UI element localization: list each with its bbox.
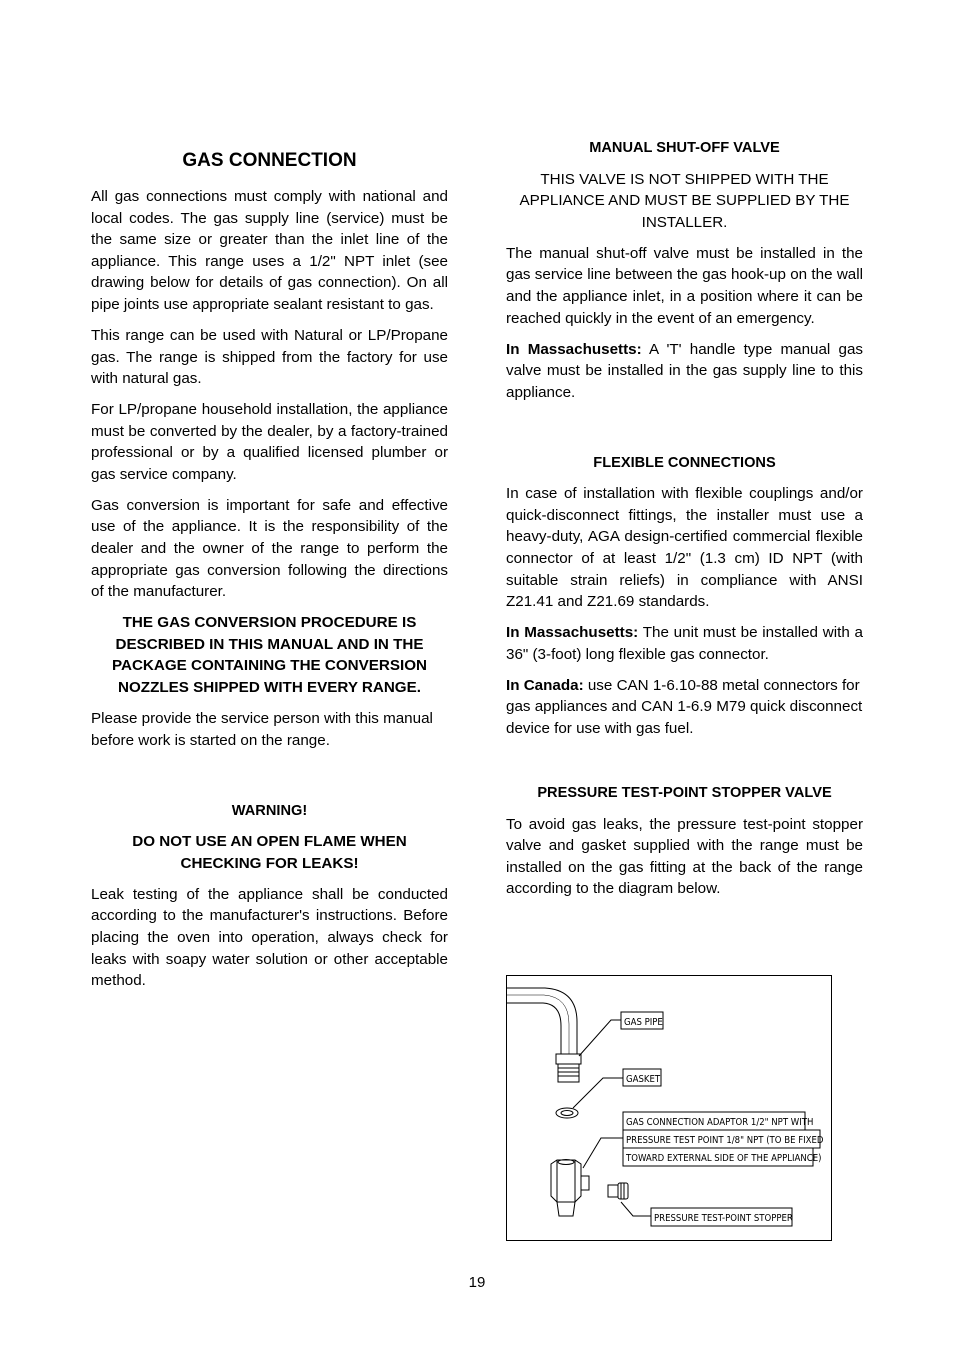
adaptor-body <box>551 1160 581 1202</box>
right-column <box>506 138 863 909</box>
section-title-manual-shutoff-valve: MANUAL SHUT-OFF VALVE <box>589 140 780 156</box>
paragraph: The manual shut-off valve must be installed in the gas service line between the gas hook-up on the wall and the appliance inlet, in a position where it can be reached quickly in the event of an emergency. <box>506 244 863 327</box>
label-gasket: GASKET <box>626 1074 661 1085</box>
paragraph: For LP/propane household installation, the appliance must be converted by the dealer, by a factory-trained professional or by a qualified licensed plumber or gas service company. <box>91 401 448 483</box>
canada-flex-note <box>506 675 863 740</box>
massachusetts-flex-note <box>506 622 863 665</box>
paragraph: To avoid gas leaks, the pressure test-point stopper valve and gasket supplied with the range must be installed on the gas fitting at the back of the range according to the diagram below. <box>506 815 863 898</box>
leader-adaptor <box>583 1138 623 1168</box>
left-column <box>91 148 448 1001</box>
paragraph: All gas connections must comply with national and local codes. The gas supply line (service) must be the same size or greater than the inlet line of the appliance. This range uses a 1/2" NPT inlet (see drawing below for details of gas connection). On all pipe joints use appropriate sealant resistant to gas. <box>91 188 448 313</box>
leader-gasket <box>573 1078 623 1108</box>
note-text: The unit must be installed with a 36" (3-foot) long flexible gas connector. <box>506 624 864 663</box>
leader-gas-pipe <box>579 1020 621 1056</box>
page-number: 19 <box>468 1274 486 1291</box>
gas-connection-diagram <box>506 975 832 1241</box>
note-label: In Massachusetts: <box>506 624 639 642</box>
label-adaptor-line-1: GAS CONNECTION ADAPTOR 1/2" NPT WITH <box>626 1117 814 1128</box>
diagram-drawing <box>507 976 831 1240</box>
paragraph: This range can be used with Natural or LP/Propane gas. The range is shipped from the factory for use with natural gas. <box>91 326 448 388</box>
warning-title: WARNING! <box>231 802 308 819</box>
paragraph: In case of installation with flexible couplings and/or quick-disconnect fittings, the installer must use a heavy-duty, AGA design-certified commercial flexible connector of at least 1/2" (1.3 cm) ID NPT (with suitable strain reliefs) in compliance with ANSI Z21.41 and Z21.69 standards. <box>506 485 863 611</box>
section-title-pressure-test-point: PRESSURE TEST-POINT STOPPER VALVE <box>537 785 832 801</box>
paragraph: Gas conversion is important for safe and effective use of the appliance. It is the responsibility of the dealer and the owner of the range to perform the appropriate gas conversion following the directions of the manufacturer. <box>91 496 448 601</box>
leader-stopper <box>621 1202 651 1216</box>
note-label: In Canada: <box>506 676 584 694</box>
label-stopper: PRESSURE TEST-POINT STOPPER <box>654 1213 793 1224</box>
note-label: In Massachusetts: <box>506 340 642 358</box>
gas-pipe-outer <box>507 988 577 1054</box>
conversion-notice: THE GAS CONVERSION PROCEDURE IS DESCRIBED IN THIS MANUAL AND IN THE PACKAGE CONTAINING THE CONVERSION NOZZLES SHIPPED WITH EVERY RANGE. <box>111 614 427 697</box>
note-text: A 'T' handle type manual gas valve must be installed in the gas supply line to this appliance. <box>506 340 863 401</box>
label-gas-pipe: GAS PIPE <box>624 1017 663 1028</box>
section-title-gas-connection: GAS CONNECTION <box>182 150 357 171</box>
label-adaptor-line-3: TOWARD EXTERNAL SIDE OF THE APPLIANCE) <box>626 1153 822 1164</box>
stopper-shape <box>608 1185 618 1197</box>
gas-pipe-inner <box>507 1003 561 1054</box>
warning-text: DO NOT USE AN OPEN FLAME WHEN CHECKING FOR LEAKS! <box>132 833 407 872</box>
gasket-shape <box>556 1108 578 1118</box>
pipe-nut <box>556 1054 581 1064</box>
valve-notice: THIS VALVE IS NOT SHIPPED WITH THE APPLIANCE AND MUST BE SUPPLIED BY THE INSTALLER. <box>519 170 850 231</box>
section-title-flexible-connections: FLEXIBLE CONNECTIONS <box>593 454 776 471</box>
paragraph: Please provide the service person with this manual before work is started on the range. <box>91 710 433 749</box>
label-adaptor-line-2: PRESSURE TEST POINT 1/8" NPT (TO BE FIXED <box>626 1135 824 1146</box>
massachusetts-valve-note <box>506 339 863 404</box>
paragraph: Leak testing of the appliance shall be conducted according to the manufacturer's instructions. Before placing the oven into operation, always check for leaks with soapy water solution or other acceptable method. <box>91 885 448 990</box>
note-text: use CAN 1-6.10-88 metal connectors for gas appliances and CAN 1-6.9 M79 quick disconnect device for use with gas fuel. <box>506 676 863 738</box>
